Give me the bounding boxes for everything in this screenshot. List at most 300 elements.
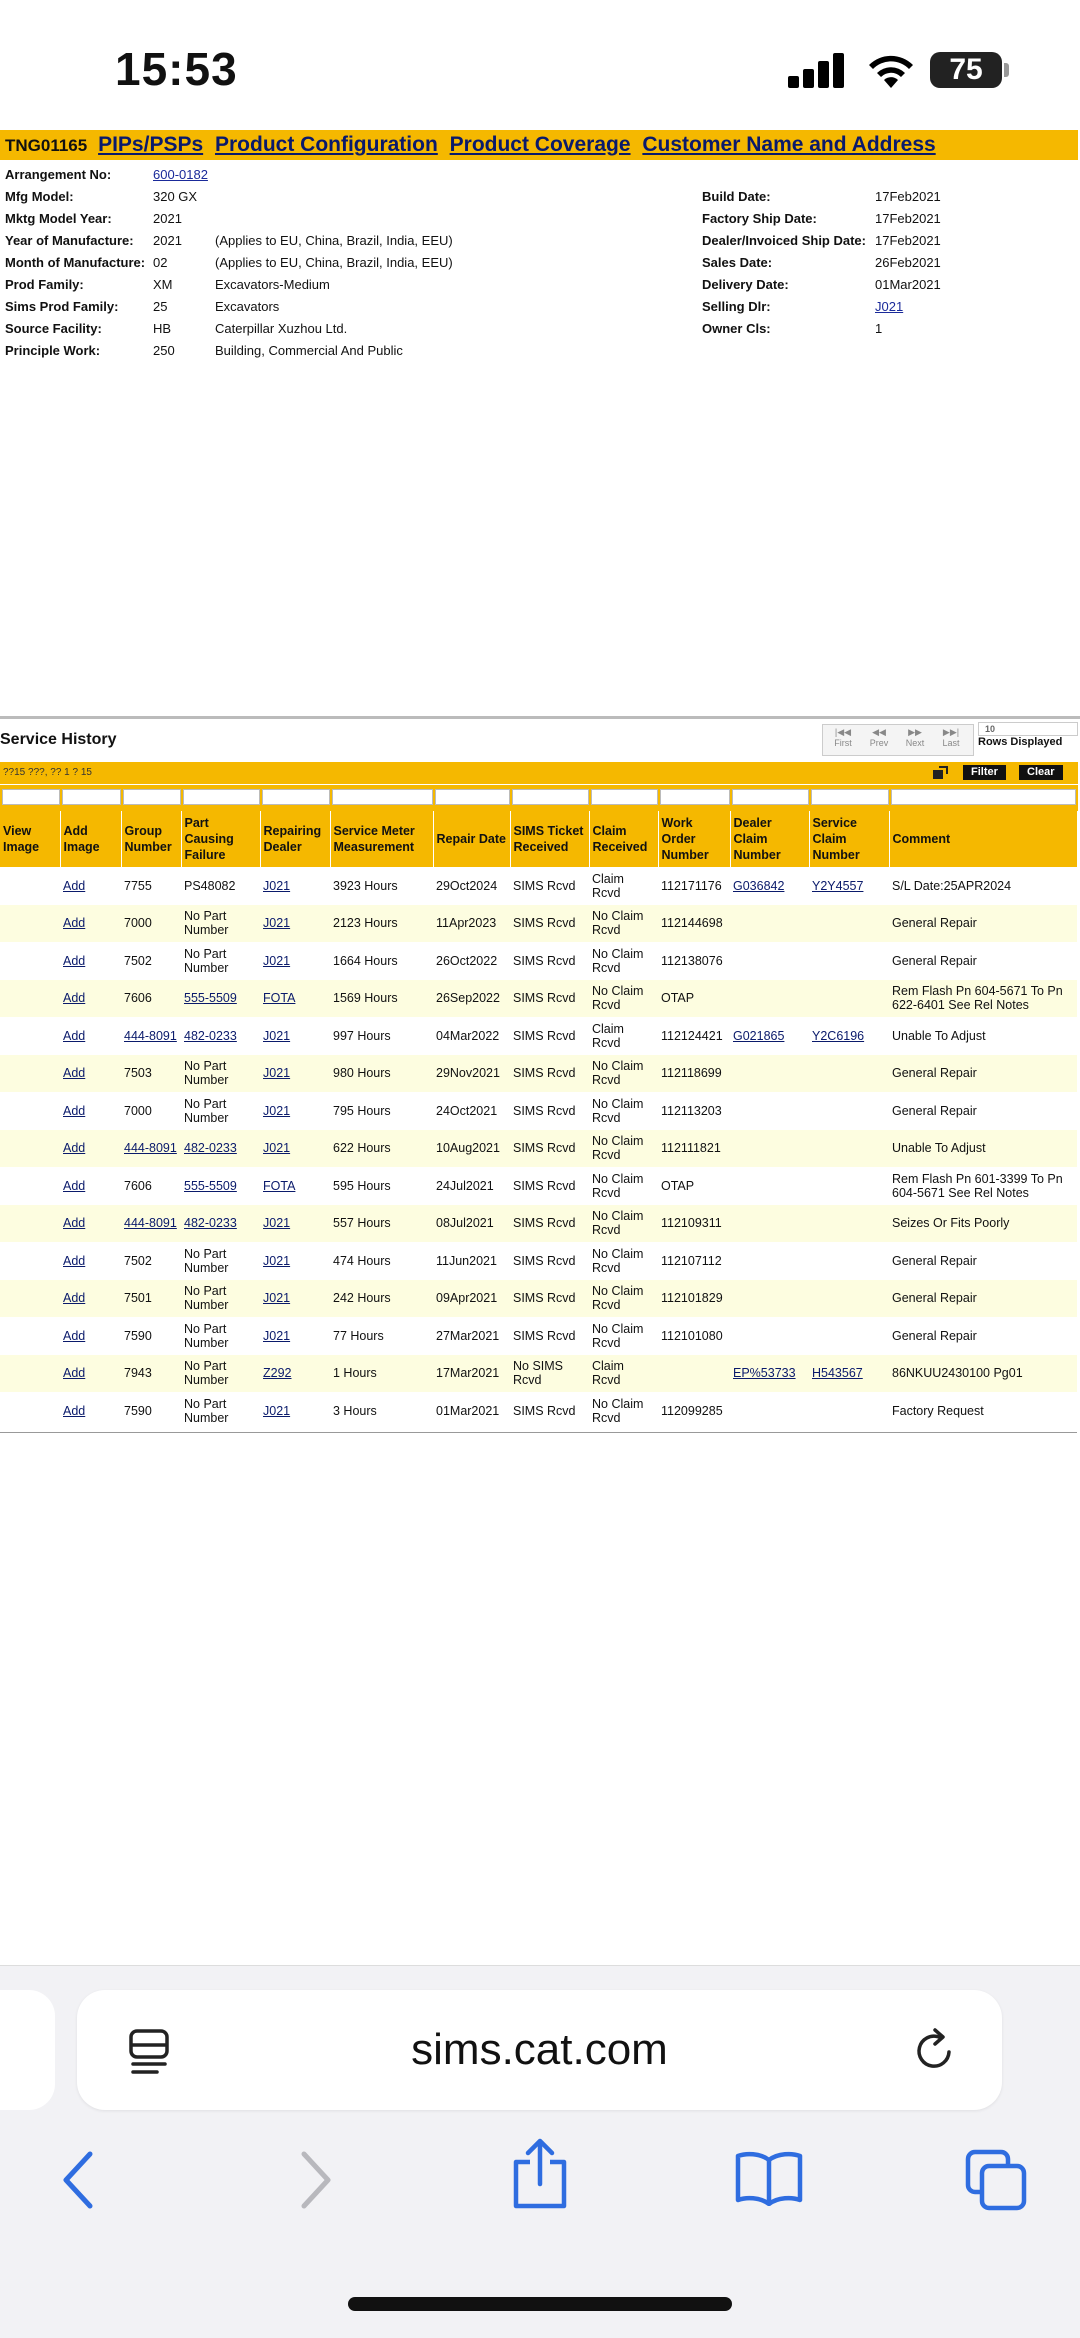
table-cell [730, 1242, 809, 1280]
filter-input-meter[interactable] [332, 789, 433, 805]
cell-text: Unable To Adjust [892, 1141, 986, 1156]
column-header[interactable]: SIMS Ticket Received [510, 811, 589, 867]
cell-text: Claim Rcvd [592, 1021, 624, 1050]
table-cell [510, 1280, 589, 1318]
battery-tip [1004, 63, 1009, 77]
table-cell [260, 1280, 330, 1318]
table-cell [433, 942, 510, 980]
table-cell [809, 1092, 889, 1130]
reload-icon[interactable] [913, 2028, 957, 2074]
cell-text: No Claim Rcvd [592, 1246, 644, 1275]
table-cell [260, 1392, 330, 1430]
pager [822, 724, 974, 756]
table-cell [589, 905, 658, 943]
table-row [0, 1167, 1077, 1205]
table-cell [433, 1017, 510, 1055]
cell-text: No Claim Rcvd [592, 946, 644, 975]
table-cell [0, 1167, 60, 1205]
table-bottom-border [0, 1432, 1077, 1433]
table-cell [260, 980, 330, 1018]
cell-text: No Claim Rcvd [592, 984, 644, 1013]
table-cell [121, 942, 181, 980]
cell-link[interactable]: 482-0233 [184, 1216, 237, 1231]
cell-text: 595 Hours [333, 1178, 391, 1193]
cell-link[interactable]: G036842 [733, 878, 785, 893]
table-cell [60, 905, 121, 943]
table-cell [433, 1242, 510, 1280]
table-cell [658, 1392, 730, 1430]
add-image-link[interactable]: Add [63, 1103, 86, 1118]
table-cell [730, 1355, 809, 1393]
cell-text: 7590 [124, 1403, 152, 1418]
column-header[interactable]: Group Number [121, 811, 181, 867]
cell-text: OTAP [661, 991, 695, 1006]
table-cell [889, 905, 1077, 943]
filter-input-add-image[interactable] [62, 789, 121, 805]
product-header-bar [0, 130, 1078, 160]
column-header[interactable]: View Image [0, 811, 60, 867]
cell-link[interactable]: 555-5509 [184, 991, 237, 1006]
table-cell [809, 1280, 889, 1318]
link-product-coverage[interactable]: Product Coverage [449, 133, 631, 156]
table-cell [330, 905, 433, 943]
cell-text: 11Apr2023 [436, 916, 497, 931]
cell-text: 3 Hours [333, 1403, 377, 1418]
cell-text: 7000 [124, 916, 152, 931]
cell-text: OTAP [661, 1178, 695, 1193]
cell-text: SIMS Rcvd [513, 953, 576, 968]
cell-link[interactable]: J021 [263, 1216, 291, 1231]
cell-text: 112118699 [661, 1066, 722, 1081]
filter-input-work-order[interactable] [660, 789, 730, 805]
table-cell [181, 1167, 260, 1205]
back-icon[interactable] [58, 2150, 98, 2210]
table-cell [658, 1017, 730, 1055]
cell-link[interactable]: J021 [263, 878, 291, 893]
share-icon[interactable] [510, 2138, 570, 2210]
table-cell [260, 1167, 330, 1205]
table-cell [121, 1205, 181, 1243]
cell-text: 7606 [124, 1178, 152, 1193]
reader-icon[interactable] [127, 2028, 171, 2074]
cell-link[interactable]: Z292 [263, 1366, 292, 1381]
cell-text: 997 Hours [333, 1028, 391, 1043]
clock: 15:53 [115, 43, 238, 95]
table-cell [589, 1092, 658, 1130]
cell-text: 112113203 [661, 1103, 722, 1118]
link-pips-psps[interactable]: PIPs/PSPs [98, 133, 204, 156]
column-header[interactable]: Part Causing Failure [181, 811, 260, 867]
add-image-link[interactable]: Add [63, 991, 86, 1006]
table-cell [0, 1130, 60, 1168]
table-row [0, 1205, 1077, 1243]
table-cell [121, 1017, 181, 1055]
cell-link[interactable]: J021 [263, 1028, 291, 1043]
table-cell [260, 1242, 330, 1280]
table-cell [330, 980, 433, 1018]
service-history-table [0, 811, 1078, 1430]
table-cell [730, 1317, 809, 1355]
filter-input-date[interactable] [435, 789, 510, 805]
cell-text: General Repair [892, 1066, 977, 1081]
prev-page-button[interactable]: ◀◀ Prev [869, 727, 889, 748]
table-row [0, 1280, 1077, 1318]
table-cell [121, 1055, 181, 1093]
table-cell [60, 1167, 121, 1205]
table-cell [658, 905, 730, 943]
cell-text: No Claim Rcvd [592, 1134, 644, 1163]
add-image-link[interactable]: Add [63, 1291, 86, 1306]
cell-text: No Claim Rcvd [592, 1321, 644, 1350]
table-cell [809, 1242, 889, 1280]
forward-icon[interactable] [296, 2150, 336, 2210]
table-cell [260, 1130, 330, 1168]
cell-text: SIMS Rcvd [513, 1103, 576, 1118]
column-header[interactable]: Dealer Claim Number [730, 811, 809, 867]
cell-text: Seizes Or Fits Poorly [892, 1216, 1010, 1231]
cell-link[interactable]: J021 [263, 916, 291, 931]
cell-link[interactable]: J021 [263, 1066, 291, 1081]
status-bar [0, 0, 1080, 130]
add-image-link[interactable]: Add [63, 1028, 86, 1043]
filter-input-view-image[interactable] [2, 789, 60, 805]
cell-text: 1 Hours [333, 1366, 377, 1381]
cell-text: SIMS Rcvd [513, 1253, 576, 1268]
cell-link[interactable]: Y2Y4557 [812, 878, 864, 893]
table-cell [658, 1205, 730, 1243]
cell-text: 112124421 [661, 1028, 723, 1043]
table-cell [889, 1205, 1077, 1243]
table-cell [510, 867, 589, 905]
add-image-link[interactable]: Add [63, 1066, 86, 1081]
add-image-link[interactable]: Add [63, 916, 86, 931]
cell-link[interactable]: J021 [263, 953, 291, 968]
table-cell [510, 1017, 589, 1055]
table-cell [589, 1317, 658, 1355]
table-cell [330, 1017, 433, 1055]
table-row [0, 1392, 1077, 1430]
column-header[interactable]: Add Image [60, 811, 121, 867]
cell-text: SIMS Rcvd [513, 1216, 576, 1231]
export-icon[interactable] [932, 766, 948, 780]
add-image-link[interactable]: Add [63, 1253, 86, 1268]
cell-link[interactable]: 444-8091 [124, 1141, 177, 1156]
table-cell [181, 1130, 260, 1168]
clear-button[interactable]: Clear [1019, 765, 1063, 780]
filter-input-part[interactable] [183, 789, 260, 805]
rows-displayed-label: Rows Displayed [978, 736, 1063, 748]
cell-text: 112138076 [661, 953, 723, 968]
table-row [0, 980, 1077, 1018]
column-header[interactable]: Service Claim Number [809, 811, 889, 867]
table-cell [433, 1167, 510, 1205]
table-cell [889, 1242, 1077, 1280]
cell-text: 7606 [124, 991, 152, 1006]
add-image-link[interactable]: Add [63, 1178, 86, 1193]
table-cell [510, 1130, 589, 1168]
cell-text: SIMS Rcvd [513, 1066, 576, 1081]
cell-text: 17Mar2021 [436, 1366, 500, 1381]
table-cell [121, 867, 181, 905]
table-cell [730, 1167, 809, 1205]
cell-text: No Part Number [184, 1096, 229, 1125]
machine-info-right: Build Date: 17Feb2021 Factory Ship Date: 17Feb2021 Dealer/Invoiced Ship Date: 17Feb2021 Sales Date: 26Feb2021 Delivery Date: 01Mar2021 Selling Dlr: J021 Owner Cls: 1 [702, 189, 941, 336]
column-header[interactable]: Repairing Dealer [260, 811, 330, 867]
previous-tab-pill[interactable] [0, 1990, 55, 2110]
cell-text: 7502 [124, 1253, 152, 1268]
address-bar[interactable] [77, 1990, 1002, 2110]
table-cell [889, 1017, 1077, 1055]
last-page-button[interactable]: ▶▶| Last [942, 727, 960, 748]
table-cell [433, 980, 510, 1018]
cell-link[interactable]: 555-5509 [184, 1178, 237, 1193]
table-cell [121, 1317, 181, 1355]
cell-text: 112111821 [661, 1141, 721, 1156]
table-cell [510, 980, 589, 1018]
home-indicator [348, 2297, 732, 2311]
cell-text: 474 Hours [333, 1253, 391, 1268]
cell-text: 77 Hours [333, 1328, 384, 1343]
cell-link[interactable]: J021 [263, 1253, 291, 1268]
table-cell [889, 980, 1077, 1018]
toolbar-text: ??15 ???, ?? 1 ? 15 [3, 767, 92, 778]
cell-text: 29Nov2021 [436, 1066, 500, 1081]
cell-text: General Repair [892, 916, 977, 931]
cell-text: PS48082 [184, 878, 236, 893]
table-cell [330, 1167, 433, 1205]
table-cell [658, 1055, 730, 1093]
column-header[interactable]: Work Order Number [658, 811, 730, 867]
filter-input-comment[interactable] [891, 789, 1076, 805]
cell-text: 86NKUU2430100 Pg01 [892, 1366, 1023, 1381]
table-cell [809, 1017, 889, 1055]
table-cell [433, 905, 510, 943]
table-cell [510, 1167, 589, 1205]
filter-input-dealer-claim[interactable] [732, 789, 809, 805]
cell-link[interactable]: J021 [263, 1291, 291, 1306]
cell-text: No Claim Rcvd [592, 1096, 644, 1125]
cell-link[interactable]: EP%53733 [733, 1366, 796, 1381]
rows-select[interactable]: 10 [978, 722, 1078, 736]
cell-text: No Claim Rcvd [592, 1209, 644, 1238]
cell-text: No Claim Rcvd [592, 1396, 644, 1425]
table-cell [0, 1242, 60, 1280]
table-cell [889, 1167, 1077, 1205]
column-header[interactable]: Service Meter Measurement [330, 811, 433, 867]
table-cell [181, 1280, 260, 1318]
table-cell [0, 1092, 60, 1130]
table-cell [260, 1092, 330, 1130]
table-cell [260, 1355, 330, 1393]
battery-icon: 75 [930, 52, 1002, 88]
cell-text: 1664 Hours [333, 953, 398, 968]
cell-link[interactable]: 482-0233 [184, 1141, 237, 1156]
table-cell [260, 1017, 330, 1055]
table-cell [510, 1092, 589, 1130]
add-image-link[interactable]: Add [63, 1328, 86, 1343]
table-cell [433, 1392, 510, 1430]
filter-input-dealer[interactable] [262, 789, 330, 805]
bookmarks-icon[interactable] [734, 2150, 804, 2206]
table-cell [0, 980, 60, 1018]
cell-text: S/L Date:25APR2024 [892, 878, 1012, 893]
table-cell [181, 1242, 260, 1280]
cell-link[interactable]: FOTA [263, 991, 296, 1006]
table-cell [60, 1317, 121, 1355]
table-cell [121, 1242, 181, 1280]
table-cell [433, 1205, 510, 1243]
table-cell [510, 942, 589, 980]
cell-text: 557 Hours [333, 1216, 391, 1231]
cell-link[interactable]: J021 [263, 1403, 291, 1418]
filter-input-group[interactable] [123, 789, 181, 805]
cell-link[interactable]: 444-8091 [124, 1216, 177, 1231]
table-cell [121, 1167, 181, 1205]
cell-text: 7755 [124, 878, 152, 893]
table-cell [181, 980, 260, 1018]
cell-link[interactable]: 482-0233 [184, 1028, 237, 1043]
cell-text: 112101080 [661, 1328, 723, 1343]
cell-text: No Part Number [184, 1396, 229, 1425]
table-row [0, 1317, 1077, 1355]
table-cell [589, 1055, 658, 1093]
selling-dealer-link[interactable]: J021 [875, 299, 904, 314]
table-cell [0, 1280, 60, 1318]
cell-text: SIMS Rcvd [513, 1178, 576, 1193]
arrangement-link[interactable]: 600-0182 [153, 167, 208, 182]
cell-link[interactable]: J021 [263, 1141, 291, 1156]
table-cell [60, 1017, 121, 1055]
cell-text: Claim Rcvd [592, 1359, 624, 1388]
cell-link[interactable]: G021865 [733, 1028, 785, 1043]
cell-text: 3923 Hours [333, 878, 398, 893]
cell-text: 7590 [124, 1328, 152, 1343]
rows-displayed [978, 722, 1078, 754]
table-cell [889, 1317, 1077, 1355]
filter-input-service-claim[interactable] [811, 789, 889, 805]
cell-text: 26Oct2022 [436, 953, 498, 968]
table-cell [60, 1205, 121, 1243]
table-cell [658, 1317, 730, 1355]
table-cell [260, 905, 330, 943]
cell-text: 29Oct2024 [436, 878, 498, 893]
table-cell [589, 1205, 658, 1243]
table-cell [181, 1092, 260, 1130]
table-cell [181, 867, 260, 905]
table-cell [181, 1392, 260, 1430]
table-row [0, 1355, 1077, 1393]
table-cell [730, 980, 809, 1018]
table-cell [589, 1167, 658, 1205]
cell-text: SIMS Rcvd [513, 991, 576, 1006]
filter-input-sims[interactable] [512, 789, 589, 805]
cell-text: 27Mar2021 [436, 1328, 500, 1343]
table-cell [658, 1280, 730, 1318]
table-cell [181, 942, 260, 980]
add-image-link[interactable]: Add [63, 878, 86, 893]
table-cell [330, 1392, 433, 1430]
cell-text: 2123 Hours [333, 916, 398, 931]
table-cell [809, 942, 889, 980]
table-cell [0, 867, 60, 905]
table-cell [60, 1355, 121, 1393]
table-row [0, 1055, 1077, 1093]
column-header[interactable]: Comment [889, 811, 1077, 867]
cell-text: 7000 [124, 1103, 152, 1118]
cell-text: No Part Number [184, 1246, 229, 1275]
table-cell [589, 1017, 658, 1055]
table-cell [730, 905, 809, 943]
table-cell [510, 1355, 589, 1393]
first-page-button[interactable]: |◀◀ First [834, 727, 852, 748]
table-cell [809, 1355, 889, 1393]
cell-text: Factory Request [892, 1403, 984, 1418]
tabs-icon[interactable] [964, 2148, 1028, 2212]
next-page-button[interactable]: ▶▶ Next [905, 727, 925, 748]
table-cell [809, 1130, 889, 1168]
cell-link[interactable]: 444-8091 [124, 1028, 177, 1043]
table-cell [589, 942, 658, 980]
cell-link[interactable]: J021 [263, 1103, 291, 1118]
table-cell [658, 980, 730, 1018]
cell-text: SIMS Rcvd [513, 1028, 576, 1043]
table-cell [889, 1092, 1077, 1130]
filter-button[interactable]: Filter [963, 765, 1006, 780]
table-cell [589, 1280, 658, 1318]
table-cell [658, 1130, 730, 1168]
table-row [0, 867, 1077, 905]
table-cell [260, 1055, 330, 1093]
filter-input-claim[interactable] [591, 789, 658, 805]
table-cell [0, 1205, 60, 1243]
table-cell [0, 942, 60, 980]
cell-text: 10Aug2021 [436, 1141, 500, 1156]
add-image-link[interactable]: Add [63, 1216, 86, 1231]
cell-text: No Claim Rcvd [592, 909, 644, 938]
column-header[interactable]: Repair Date [433, 811, 510, 867]
cell-link[interactable]: Y2C6196 [812, 1028, 865, 1043]
cell-text: No Part Number [184, 1059, 229, 1088]
table-cell [181, 1317, 260, 1355]
table-cell [330, 1317, 433, 1355]
add-image-link[interactable]: Add [63, 1141, 86, 1156]
link-product-configuration[interactable]: Product Configuration [214, 133, 438, 156]
url-text[interactable]: sims.cat.com [411, 2025, 668, 2074]
table-header-row [0, 811, 1077, 867]
table-cell [260, 867, 330, 905]
column-header[interactable]: Claim Received [589, 811, 658, 867]
table-cell [730, 867, 809, 905]
add-image-link[interactable]: Add [63, 1366, 86, 1381]
cell-text: 08Jul2021 [436, 1216, 494, 1231]
table-cell [330, 867, 433, 905]
table-cell [60, 1130, 121, 1168]
cell-link[interactable]: H543567 [812, 1366, 863, 1381]
table-cell [510, 905, 589, 943]
link-customer-name-address[interactable]: Customer Name and Address [642, 133, 936, 156]
cell-text: General Repair [892, 1253, 977, 1268]
cell-text: General Repair [892, 953, 977, 968]
cell-link[interactable]: J021 [263, 1328, 291, 1343]
add-image-link[interactable]: Add [63, 1403, 86, 1418]
table-cell [510, 1317, 589, 1355]
table-cell [658, 1092, 730, 1130]
table-row [0, 1130, 1077, 1168]
cell-link[interactable]: FOTA [263, 1178, 296, 1193]
cell-text: General Repair [892, 1291, 977, 1306]
add-image-link[interactable]: Add [63, 953, 86, 968]
table-cell [433, 1130, 510, 1168]
